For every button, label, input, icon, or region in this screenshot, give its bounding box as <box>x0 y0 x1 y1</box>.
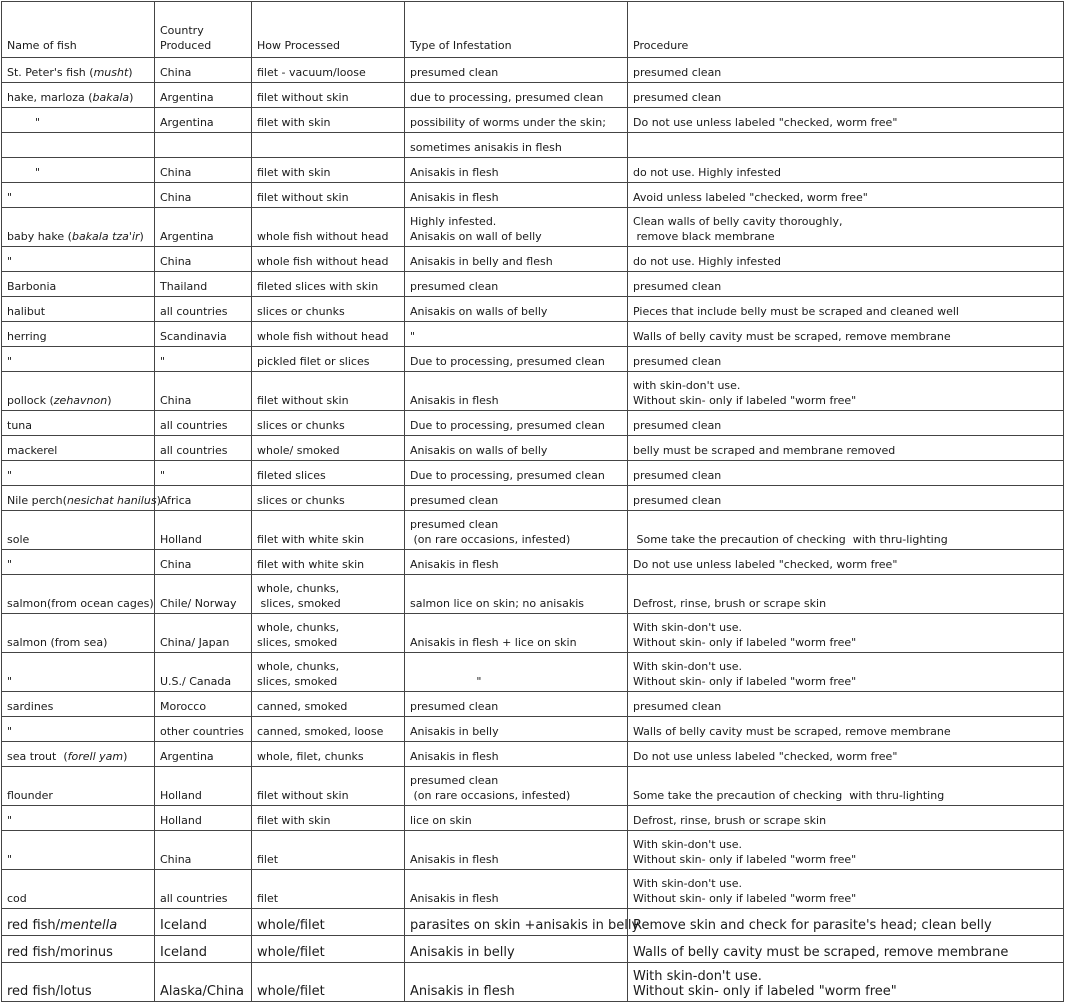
fish-name-text: " <box>7 814 13 827</box>
cell-fish-name <box>2 909 155 936</box>
cell-fish-name <box>2 767 155 806</box>
fish-name-text: St. Peter's fish <box>7 66 90 79</box>
cell-fish-name <box>2 831 155 870</box>
fish-name-text: " <box>7 191 13 204</box>
table-row <box>2 133 1064 158</box>
cell-processed: slices or chunks <box>252 297 405 322</box>
fish-local-name: forell yam <box>67 750 124 763</box>
cell-fish-name <box>2 692 155 717</box>
cell-fish-name: baby hake (bakala tza'ir) <box>2 208 155 247</box>
cell-fish-name: pollock (zehavnon) <box>2 372 155 411</box>
cell-fish-name <box>2 272 155 297</box>
cell-processed: fileted slices <box>252 461 405 486</box>
cell-infestation: Anisakis in belly <box>405 936 628 963</box>
cell-procedure: presumed clean <box>628 692 1064 717</box>
cell-procedure: presumed clean <box>628 411 1064 436</box>
cell-procedure: do not use. Highly infested <box>628 158 1064 183</box>
cell-infestation: possibility of worms under the skin; <box>405 108 628 133</box>
cell-processed: slices or chunks <box>252 411 405 436</box>
cell-procedure: Walls of belly cavity must be scraped, remove membrane <box>628 936 1064 963</box>
table-row <box>2 372 1064 411</box>
fish-name-text: " <box>7 725 13 738</box>
cell-country: Holland <box>155 767 252 806</box>
cell-fish-name <box>2 108 155 133</box>
cell-processed: whole/filet <box>252 936 405 963</box>
fish-name-text: baby hake <box>7 230 68 243</box>
cell-fish-name <box>2 511 155 550</box>
cell-fish-name <box>2 461 155 486</box>
cell-country: Africa <box>155 486 252 511</box>
cell-fish-name <box>2 870 155 909</box>
cell-procedure: presumed clean <box>628 347 1064 372</box>
cell-infestation: Anisakis on walls of belly <box>405 297 628 322</box>
cell-country: U.S./ Canada <box>155 653 252 692</box>
cell-country: Iceland <box>155 936 252 963</box>
cell-procedure: Remove skin and check for parasite's head; clean belly <box>628 909 1064 936</box>
cell-country: Argentina <box>155 108 252 133</box>
cell-fish-name: sea trout (forell yam) <box>2 742 155 767</box>
cell-procedure: with skin-don't use. Without skin- only if labeled "worm free" <box>628 372 1064 411</box>
fish-name-text: red fish/morinus <box>7 945 113 960</box>
cell-fish-name <box>2 436 155 461</box>
table-row <box>2 158 1064 183</box>
fish-name-text: " <box>7 853 13 866</box>
cell-infestation: salmon lice on skin; no anisakis <box>405 575 628 614</box>
table-row <box>2 511 1064 550</box>
cell-procedure: With skin-don't use. Without skin- only if labeled "worm free" <box>628 870 1064 909</box>
cell-procedure: presumed clean <box>628 486 1064 511</box>
cell-infestation: sometimes anisakis in flesh <box>405 133 628 158</box>
cell-country: Thailand <box>155 272 252 297</box>
cell-fish-name <box>2 575 155 614</box>
cell-procedure: Defrost, rinse, brush or scrape skin <box>628 575 1064 614</box>
table-row <box>2 461 1064 486</box>
cell-country: Scandinavia <box>155 322 252 347</box>
cell-fish-name <box>2 158 155 183</box>
cell-processed: whole/filet <box>252 909 405 936</box>
cell-fish-name <box>2 322 155 347</box>
cell-procedure: presumed clean <box>628 83 1064 108</box>
fish-name-text: herring <box>7 330 47 343</box>
fish-name-text: hake, marloza <box>7 91 89 104</box>
cell-procedure: Walls of belly cavity must be scraped, remove membrane <box>628 717 1064 742</box>
cell-infestation: " <box>405 322 628 347</box>
cell-procedure: With skin-don't use. Without skin- only if labeled "worm free" <box>628 831 1064 870</box>
table-row <box>2 58 1064 83</box>
fish-local-name: nesichat hanilus <box>66 494 157 507</box>
table-row <box>2 936 1064 963</box>
fish-name-text: " <box>7 558 13 571</box>
cell-processed: whole, chunks, slices, smoked <box>252 653 405 692</box>
fish-name-text: cod <box>7 892 27 905</box>
cell-country: Holland <box>155 806 252 831</box>
cell-processed: whole/ smoked <box>252 436 405 461</box>
cell-fish-name <box>2 133 155 158</box>
table-row <box>2 411 1064 436</box>
cell-country: " <box>155 461 252 486</box>
fish-local-name: zehavnon <box>53 394 108 407</box>
fish-name-text: " <box>7 675 13 688</box>
cell-procedure: do not use. Highly infested <box>628 247 1064 272</box>
cell-country: Argentina <box>155 83 252 108</box>
cell-procedure: Some take the precaution of checking with thru-lighting <box>628 767 1064 806</box>
table-row <box>2 436 1064 461</box>
cell-country: Morocco <box>155 692 252 717</box>
cell-infestation: lice on skin <box>405 806 628 831</box>
fish-name-text: " <box>7 469 13 482</box>
cell-country: China <box>155 831 252 870</box>
cell-processed: pickled filet or slices <box>252 347 405 372</box>
cell-fish-name <box>2 411 155 436</box>
cell-fish-name <box>2 347 155 372</box>
cell-procedure: With skin-don't use. Without skin- only if labeled "worm free" <box>628 963 1064 1002</box>
fish-local-name: mentella <box>60 918 118 933</box>
table-row <box>2 550 1064 575</box>
fish-name-text: halibut <box>7 305 46 318</box>
header-row <box>2 2 1064 58</box>
table-row <box>2 963 1064 1002</box>
cell-infestation: due to processing, presumed clean <box>405 83 628 108</box>
table-row <box>2 614 1064 653</box>
cell-procedure: presumed clean <box>628 461 1064 486</box>
table-row <box>2 347 1064 372</box>
cell-infestation: Highly infested. Anisakis on wall of belly <box>405 208 628 247</box>
table-row <box>2 831 1064 870</box>
cell-fish-name <box>2 963 155 1002</box>
table-row <box>2 742 1064 767</box>
cell-processed: whole fish without head <box>252 208 405 247</box>
cell-country: all countries <box>155 297 252 322</box>
cell-infestation: presumed clean (on rare occasions, infested) <box>405 511 628 550</box>
cell-processed: filet with skin <box>252 158 405 183</box>
cell-country: China/ Japan <box>155 614 252 653</box>
header-name: Name of fish <box>2 2 155 58</box>
cell-infestation: Anisakis in belly <box>405 717 628 742</box>
cell-processed: filet <box>252 831 405 870</box>
cell-fish-name <box>2 717 155 742</box>
cell-procedure: Some take the precaution of checking with thru-lighting <box>628 511 1064 550</box>
cell-country: China <box>155 183 252 208</box>
fish-name-text: " <box>7 166 41 179</box>
fish-name-text: " <box>7 355 13 368</box>
cell-processed: filet without skin <box>252 372 405 411</box>
cell-fish-name <box>2 247 155 272</box>
fish-name-text: sea trout <box>7 750 64 763</box>
fish-name-text: sardines <box>7 700 54 713</box>
cell-processed: filet with skin <box>252 108 405 133</box>
cell-infestation: Anisakis in flesh <box>405 870 628 909</box>
cell-procedure: Do not use unless labeled "checked, worm free" <box>628 742 1064 767</box>
cell-processed: filet without skin <box>252 767 405 806</box>
fish-name-text: salmon (from sea) <box>7 636 108 649</box>
cell-processed: whole/filet <box>252 963 405 1002</box>
cell-procedure: presumed clean <box>628 272 1064 297</box>
cell-fish-name <box>2 936 155 963</box>
cell-infestation: presumed clean <box>405 272 628 297</box>
cell-infestation: presumed clean <box>405 486 628 511</box>
cell-country: all countries <box>155 411 252 436</box>
fish-name-text: flounder <box>7 789 53 802</box>
fish-name-text: red fish/lotus <box>7 984 92 999</box>
cell-procedure: belly must be scraped and membrane removed <box>628 436 1064 461</box>
cell-country: China <box>155 158 252 183</box>
cell-fish-name: St. Peter's fish (musht) <box>2 58 155 83</box>
table-row <box>2 83 1064 108</box>
fish-local-name: musht <box>93 66 129 79</box>
cell-country: all countries <box>155 870 252 909</box>
cell-country: Alaska/China <box>155 963 252 1002</box>
cell-processed: filet <box>252 870 405 909</box>
fish-name-text: tuna <box>7 419 32 432</box>
cell-fish-name <box>2 653 155 692</box>
cell-fish-name <box>2 806 155 831</box>
cell-infestation: Anisakis on walls of belly <box>405 436 628 461</box>
table-row <box>2 692 1064 717</box>
cell-processed: filet with skin <box>252 806 405 831</box>
cell-processed: fileted slices with skin <box>252 272 405 297</box>
table-row <box>2 486 1064 511</box>
cell-country: China <box>155 550 252 575</box>
cell-processed: whole fish without head <box>252 247 405 272</box>
cell-infestation: Anisakis in flesh <box>405 550 628 575</box>
cell-processed: filet - vacuum/loose <box>252 58 405 83</box>
table-row <box>2 272 1064 297</box>
cell-infestation: Anisakis in belly and flesh <box>405 247 628 272</box>
cell-infestation: Anisakis in flesh <box>405 372 628 411</box>
fish-local-name: bakala tza'ir <box>71 230 140 243</box>
cell-processed: filet with white skin <box>252 511 405 550</box>
fish-infestation-table <box>1 1 1064 1002</box>
cell-processed: canned, smoked, loose <box>252 717 405 742</box>
fish-name-text: red fish/ <box>7 918 61 933</box>
cell-infestation: " <box>405 653 628 692</box>
cell-procedure: Defrost, rinse, brush or scrape skin <box>628 806 1064 831</box>
fish-name-text: Nile perch <box>7 494 63 507</box>
cell-fish-name <box>2 550 155 575</box>
cell-fish-name <box>2 614 155 653</box>
cell-infestation: Due to processing, presumed clean <box>405 461 628 486</box>
cell-processed: filet without skin <box>252 183 405 208</box>
cell-procedure <box>628 133 1064 158</box>
cell-procedure: With skin-don't use. Without skin- only if labeled "worm free" <box>628 614 1064 653</box>
cell-infestation: presumed clean <box>405 58 628 83</box>
cell-procedure: Avoid unless labeled "checked, worm free" <box>628 183 1064 208</box>
cell-country: all countries <box>155 436 252 461</box>
table-row <box>2 806 1064 831</box>
cell-procedure: With skin-don't use. Without skin- only if labeled "worm free" <box>628 653 1064 692</box>
cell-country: China <box>155 58 252 83</box>
cell-processed: filet with white skin <box>252 550 405 575</box>
cell-country: China <box>155 372 252 411</box>
table-row <box>2 208 1064 247</box>
table-row <box>2 108 1064 133</box>
table-row <box>2 297 1064 322</box>
cell-processed: whole, filet, chunks <box>252 742 405 767</box>
header-processed: How Processed <box>252 2 405 58</box>
cell-infestation: Anisakis in flesh + lice on skin <box>405 614 628 653</box>
table-row <box>2 183 1064 208</box>
cell-processed: slices or chunks <box>252 486 405 511</box>
header-infestation: Type of Infestation <box>405 2 628 58</box>
fish-name-text: " <box>7 255 13 268</box>
cell-infestation: Due to processing, presumed clean <box>405 347 628 372</box>
cell-country <box>155 133 252 158</box>
cell-procedure: Do not use unless labeled "checked, worm free" <box>628 108 1064 133</box>
cell-infestation: Due to processing, presumed clean <box>405 411 628 436</box>
cell-processed: whole, chunks, slices, smoked <box>252 614 405 653</box>
cell-country: Iceland <box>155 909 252 936</box>
fish-name-text: mackerel <box>7 444 58 457</box>
cell-fish-name <box>2 183 155 208</box>
cell-infestation: Anisakis in flesh <box>405 963 628 1002</box>
cell-processed: whole fish without head <box>252 322 405 347</box>
cell-procedure: Clean walls of belly cavity thoroughly, remove black membrane <box>628 208 1064 247</box>
header-country: Country Produced <box>155 2 252 58</box>
cell-fish-name: hake, marloza (bakala) <box>2 83 155 108</box>
cell-fish-name <box>2 297 155 322</box>
table-row <box>2 909 1064 936</box>
table-row <box>2 767 1064 806</box>
fish-name-text: Barbonia <box>7 280 57 293</box>
fish-name-text: pollock <box>7 394 50 407</box>
cell-fish-name: Nile perch(nesichat hanilus) <box>2 486 155 511</box>
cell-country: China <box>155 247 252 272</box>
cell-country: other countries <box>155 717 252 742</box>
cell-country: " <box>155 347 252 372</box>
table-row <box>2 575 1064 614</box>
cell-processed <box>252 133 405 158</box>
cell-infestation: Anisakis in flesh <box>405 158 628 183</box>
cell-procedure: Pieces that include belly must be scraped and cleaned well <box>628 297 1064 322</box>
table-row <box>2 653 1064 692</box>
cell-infestation: Anisakis in flesh <box>405 831 628 870</box>
cell-processed: whole, chunks, slices, smoked <box>252 575 405 614</box>
table-row <box>2 870 1064 909</box>
cell-country: Argentina <box>155 208 252 247</box>
cell-country: Argentina <box>155 742 252 767</box>
table-row <box>2 322 1064 347</box>
fish-name-text: sole <box>7 533 30 546</box>
cell-infestation: Anisakis in flesh <box>405 183 628 208</box>
cell-infestation: parasites on skin +anisakis in belly <box>405 909 628 936</box>
cell-processed: filet without skin <box>252 83 405 108</box>
cell-procedure: Walls of belly cavity must be scraped, remove membrane <box>628 322 1064 347</box>
cell-infestation: presumed clean <box>405 692 628 717</box>
table-row <box>2 247 1064 272</box>
fish-local-name: bakala <box>92 91 130 104</box>
cell-infestation: Anisakis in flesh <box>405 742 628 767</box>
cell-country: Chile/ Norway <box>155 575 252 614</box>
fish-name-text: salmon(from ocean cages) <box>7 597 154 610</box>
cell-country: Holland <box>155 511 252 550</box>
cell-procedure: Do not use unless labeled "checked, worm free" <box>628 550 1064 575</box>
cell-processed: canned, smoked <box>252 692 405 717</box>
fish-name-text: " <box>7 116 41 129</box>
table-row <box>2 717 1064 742</box>
cell-infestation: presumed clean (on rare occasions, infested) <box>405 767 628 806</box>
cell-procedure: presumed clean <box>628 58 1064 83</box>
header-procedure: Procedure <box>628 2 1064 58</box>
